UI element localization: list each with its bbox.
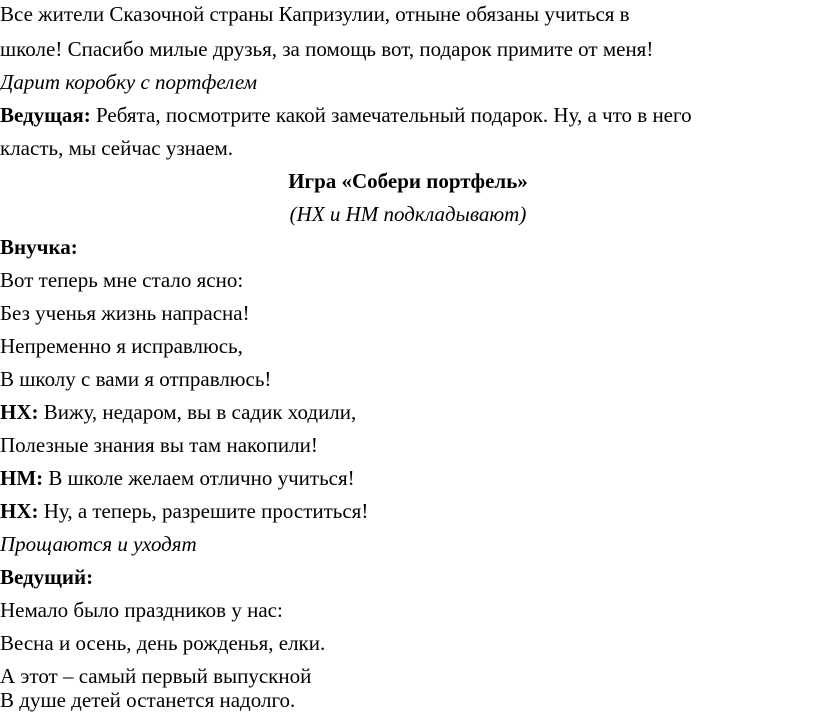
game-title: Игра «Собери портфель» [288,169,528,193]
dialogue-text: Вижу, недаром, вы в садик ходили, [38,400,357,424]
verse-line: Немало было праздников у нас: [0,598,283,622]
dialogue-line [0,105,692,126]
verse-line: А этот – самый первый выпускной [0,664,312,688]
dialogue-line [0,468,355,489]
narrative-line: Все жители Сказочной страны Капризулии, отныне обязаны учиться в [0,2,630,26]
dialogue-text: В школе желаем отлично учиться! [43,466,355,490]
speaker-label: Ведущий: [0,565,94,589]
speaker-label: Внучка: [0,235,78,259]
verse-line: Непременно я исправлюсь, [0,334,243,358]
narrative-line: школе! Спасибо милые друзья, за помощь вот, подарок примите от меня! [0,37,654,61]
verse-line: Без ученья жизнь напрасна! [0,301,250,325]
speaker-label: Ведущая: [0,103,91,127]
speaker-label: НХ: [0,400,39,424]
verse-line: В школу с вами я отправлюсь! [0,367,272,391]
verse-line: Вот теперь мне стало ясно: [0,268,244,292]
verse-line: Весна и осень, день рожденья, елки. [0,631,326,655]
speaker-label: НХ: [0,499,39,523]
stage-direction: (НХ и НМ подкладывают) [289,202,527,226]
speaker-label: НМ: [0,466,44,490]
verse-line: В душе детей останется надолго. [0,688,296,712]
dialogue-line: класть, мы сейчас узнаем. [0,136,234,160]
stage-direction: Дарит коробку с портфелем [0,70,258,94]
dialogue-text: Ребята, посмотрите какой замечательный подарок. Ну, а что в него [90,103,692,127]
dialogue-line [0,402,356,423]
verse-line: Полезные знания вы там накопили! [0,433,318,457]
stage-direction: Прощаются и уходят [0,532,197,556]
dialogue-line [0,501,368,522]
dialogue-text: Ну, а теперь, разрешите проститься! [38,499,369,523]
